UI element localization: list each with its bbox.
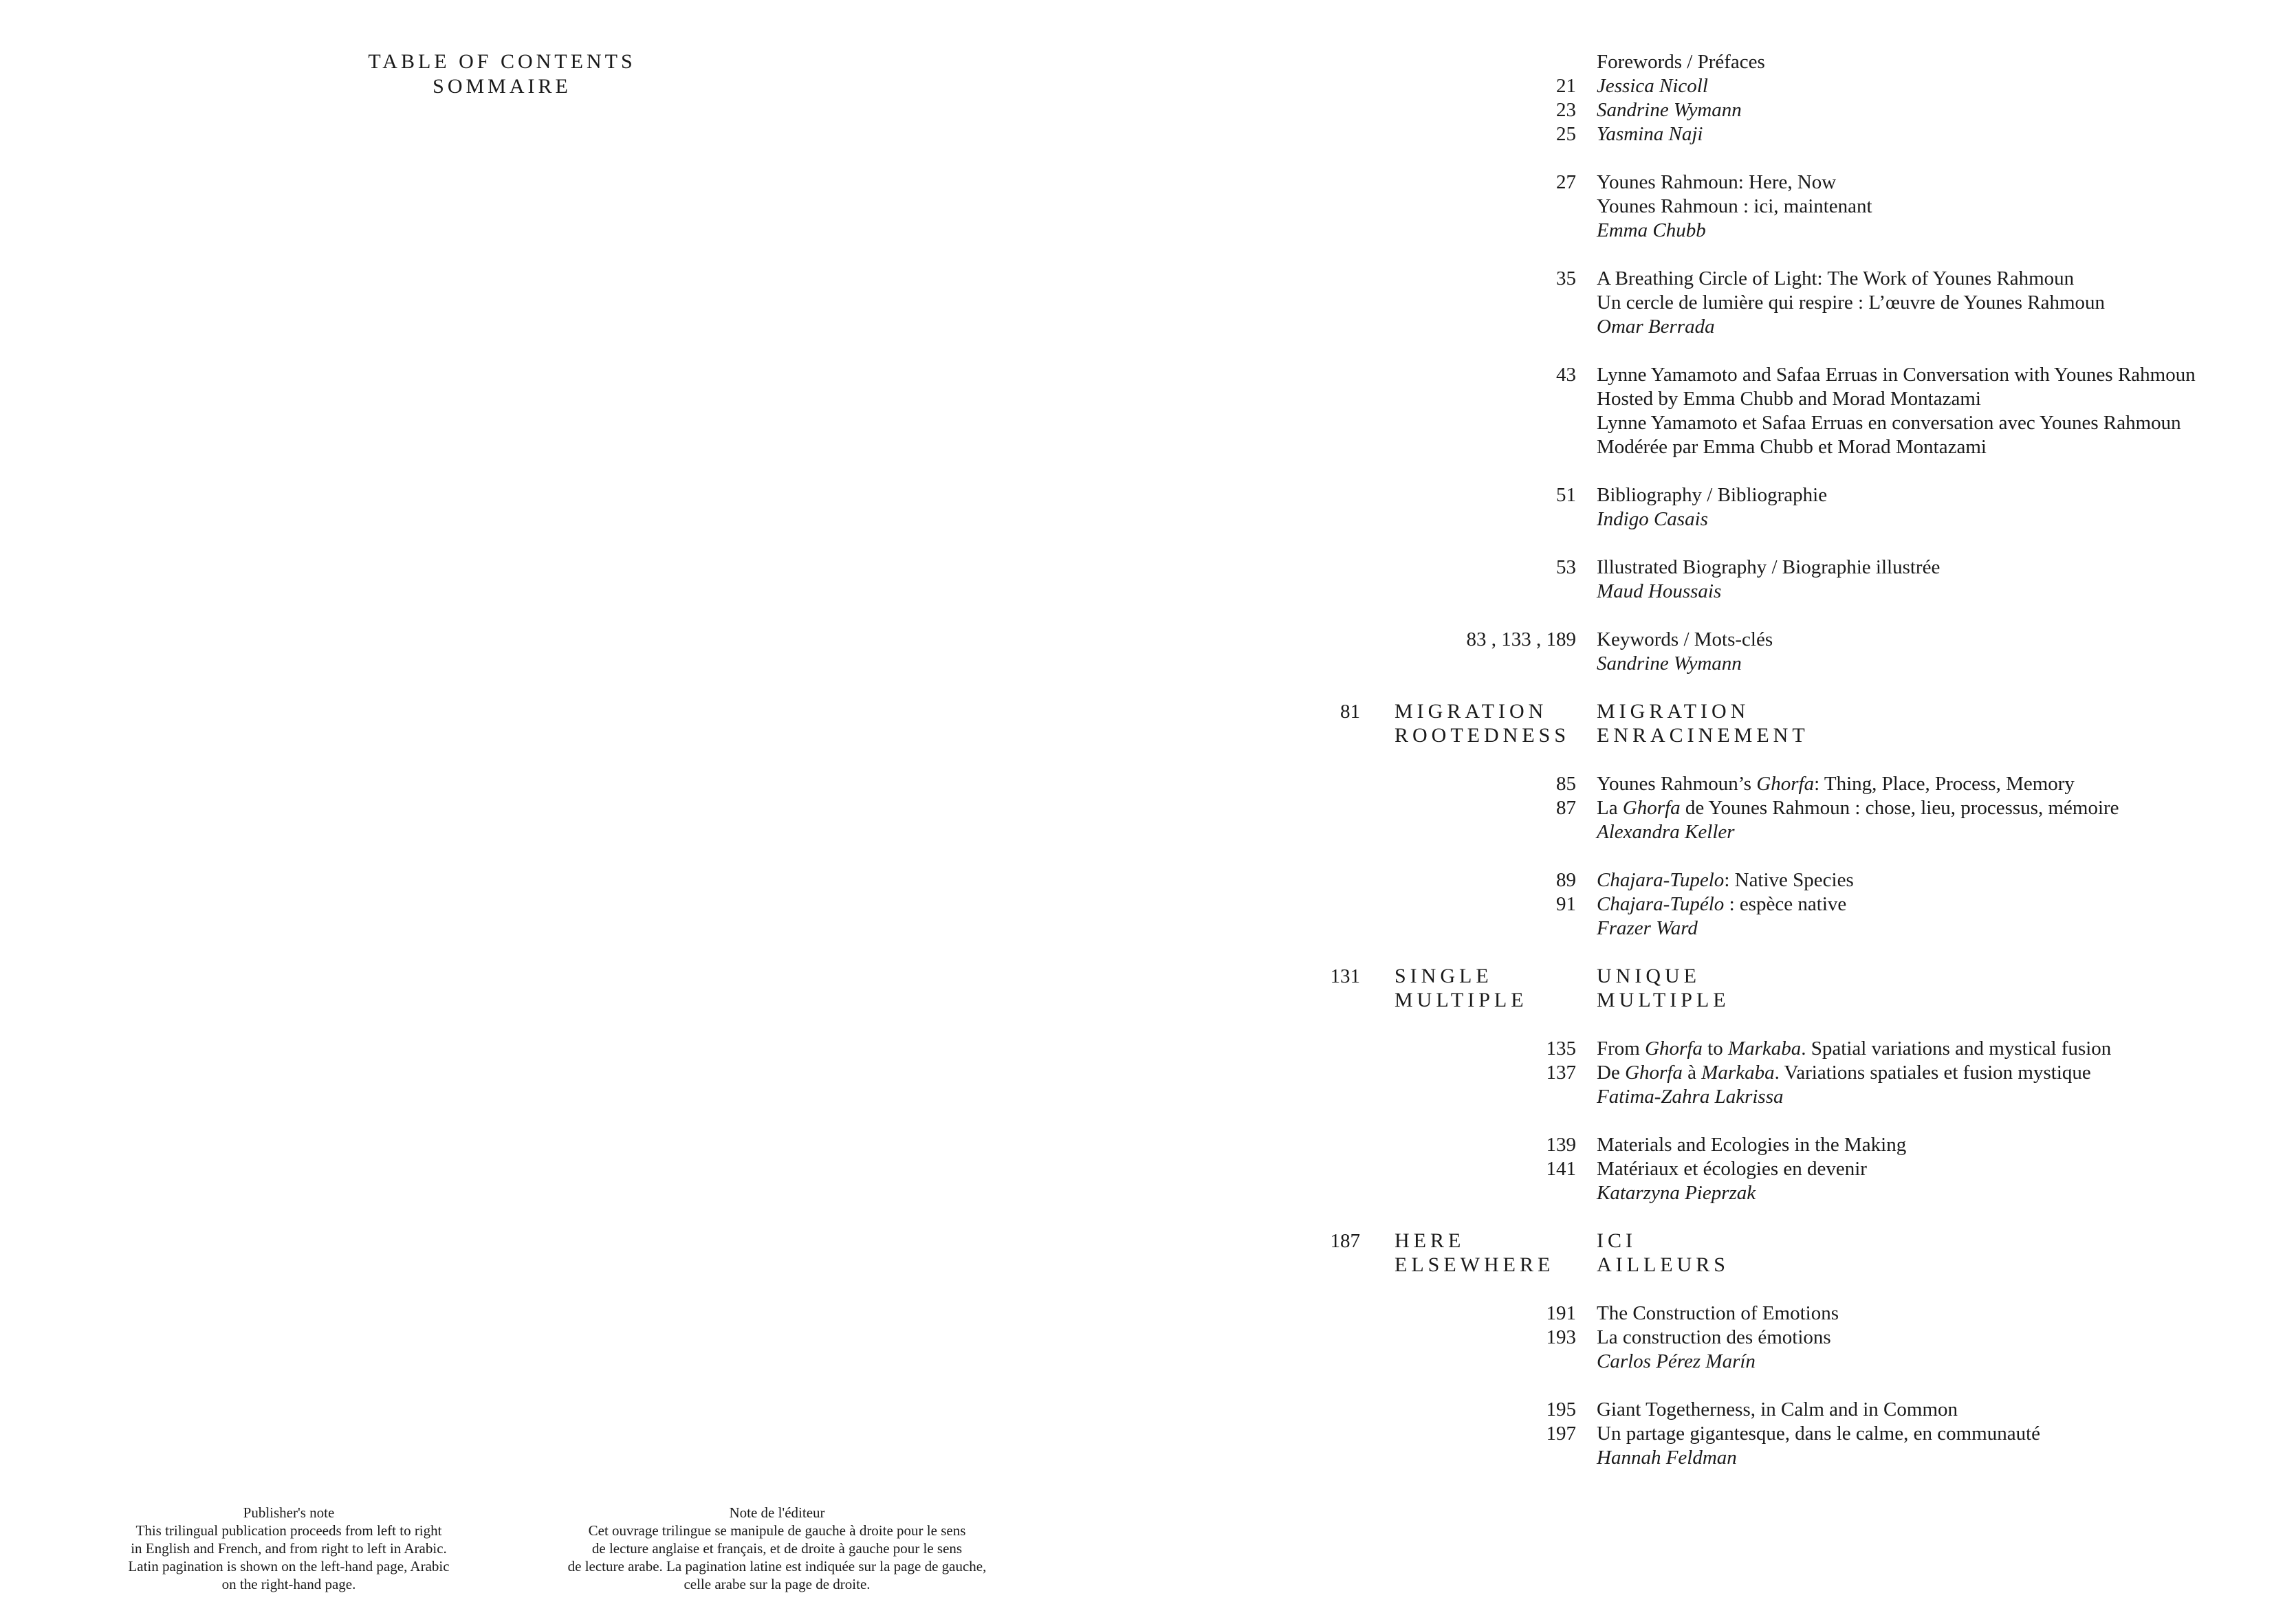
section-title-en: MIGRATION	[1395, 700, 1548, 723]
entry-title-fr: De Ghorfa à Markaba. Variations spatiales et fusion mystique	[1597, 1062, 2091, 1084]
page-number: 141	[1546, 1158, 1576, 1180]
page-number: 53	[1556, 556, 1576, 578]
page-number: 139	[1546, 1134, 1576, 1156]
page-number: 21	[1556, 75, 1576, 97]
entry-title-fr: La Ghorfa de Younes Rahmoun : chose, lieu, processus, mémoire	[1597, 797, 2119, 819]
entry-title-en: Younes Rahmoun: Here, Now	[1597, 171, 1837, 193]
foreword-author: Yasmina Naji	[1597, 123, 1703, 145]
heading-en: TABLE OF CONTENTS	[368, 50, 636, 73]
page-number: 43	[1556, 364, 1576, 386]
publisher-note-fr: Note de l'éditeur Cet ouvrage trilingue se manipule de gauche à droite pour le sens de lecture anglaise et français, et de droite à gauche pour le sens de lecture arabe. La pagination latine est indiquée sur la page de gauche, celle arabe sur la page de droite.	[567, 1504, 987, 1592]
entry-subtitle-en: Hosted by Emma Chubb and Morad Montazami	[1597, 388, 1981, 410]
section-page-number: 187	[1330, 1230, 1360, 1252]
page-number: 87	[1556, 797, 1576, 819]
entry-title-fr: La construction des émotions	[1597, 1326, 1831, 1348]
section-page-number: 81	[1340, 701, 1360, 723]
entry-author: Sandrine Wymann	[1597, 652, 1742, 674]
section-title-fr: ENRACINEMENT	[1597, 724, 1809, 747]
section-page-number: 131	[1330, 965, 1360, 987]
entry-author: Maud Houssais	[1597, 580, 1722, 602]
entry-title-en: From Ghorfa to Markaba. Spatial variations and mystical fusion	[1597, 1038, 2112, 1060]
page-number: 51	[1556, 484, 1576, 506]
entry-author: Omar Berrada	[1597, 316, 1715, 338]
entry-subtitle-fr: Modérée par Emma Chubb et Morad Montazami	[1597, 436, 1987, 458]
entry-title-en: Giant Togetherness, in Calm and in Common	[1597, 1398, 1958, 1420]
page-number: 193	[1546, 1326, 1576, 1348]
page-number: 23	[1556, 99, 1576, 121]
entry-title-en: Materials and Ecologies in the Making	[1597, 1134, 1907, 1156]
page-number: 25	[1556, 123, 1576, 145]
entry-author: Carlos Pérez Marín	[1597, 1350, 1756, 1372]
section-title-fr: MULTIPLE	[1597, 989, 1730, 1011]
entry-author: Hannah Feldman	[1597, 1447, 1737, 1469]
page-number: 135	[1546, 1038, 1576, 1060]
forewords-title: Forewords / Préfaces	[1597, 51, 1765, 73]
entry-title-en: A Breathing Circle of Light: The Work of Younes Rahmoun	[1597, 267, 2075, 289]
section-title-fr: AILLEURS	[1597, 1253, 1729, 1276]
page-number: 27	[1556, 171, 1576, 193]
entry-title-fr: Younes Rahmoun : ici, maintenant	[1597, 195, 1872, 217]
entry-title-fr: Matériaux et écologies en devenir	[1597, 1158, 1867, 1180]
entry-title-en: Younes Rahmoun’s Ghorfa: Thing, Place, Process, Memory	[1597, 773, 2075, 795]
section-title-en: ELSEWHERE	[1395, 1253, 1555, 1276]
page-number: 89	[1556, 869, 1576, 891]
entry-title-en: The Construction of Emotions	[1597, 1302, 1839, 1324]
page-numbers: 83 , 133 , 189	[1466, 628, 1576, 650]
entry-author: Indigo Casais	[1597, 508, 1708, 530]
entry-title-fr: Un cercle de lumière qui respire : L’œuvre de Younes Rahmoun	[1597, 292, 2106, 314]
entry-title: Illustrated Biography / Biographie illustrée	[1597, 556, 1940, 578]
page-number: 35	[1556, 267, 1576, 289]
section-title-fr: MIGRATION	[1597, 700, 1750, 723]
entry-title-fr: Chajara-Tupélo : espèce native	[1597, 893, 1847, 915]
section-title-fr: ICI	[1597, 1229, 1637, 1252]
section-title-en: ROOTEDNESS	[1395, 724, 1571, 747]
page-number: 197	[1546, 1423, 1576, 1445]
entry-title: Bibliography / Bibliographie	[1597, 484, 1828, 506]
entry-title: Keywords / Mots-clés	[1597, 628, 1773, 650]
page-number: 137	[1546, 1062, 1576, 1084]
entry-author: Emma Chubb	[1597, 219, 1706, 241]
page-number: 85	[1556, 773, 1576, 795]
entry-author: Fatima-Zahra Lakrissa	[1597, 1086, 1784, 1108]
section-title-fr: UNIQUE	[1597, 965, 1701, 987]
entry-title-fr: Un partage gigantesque, dans le calme, en communauté	[1597, 1423, 2041, 1445]
foreword-author: Sandrine Wymann	[1597, 99, 1742, 121]
section-title-en: HERE	[1395, 1229, 1465, 1252]
entry-author: Frazer Ward	[1597, 917, 1698, 939]
heading-fr: SOMMAIRE	[433, 75, 571, 98]
page-number: 91	[1556, 893, 1576, 915]
toc-heading	[316, 50, 688, 99]
page-number: 191	[1546, 1302, 1576, 1324]
entry-author: Katarzyna Pieprzak	[1597, 1182, 1756, 1204]
entry-title-fr: Lynne Yamamoto et Safaa Erruas en conversation avec Younes Rahmoun	[1597, 412, 2181, 434]
entry-author: Alexandra Keller	[1597, 821, 1735, 843]
page-number: 195	[1546, 1398, 1576, 1420]
publisher-note-en: Publisher's note This trilingual publication proceeds from left to right in English and French, and from right to left in Arabic. Latin pagination is shown on the left-hand page, Arabic on the right-hand page.	[128, 1504, 450, 1592]
section-title-en: MULTIPLE	[1395, 989, 1528, 1011]
entry-title-en: Lynne Yamamoto and Safaa Erruas in Conversation with Younes Rahmoun	[1597, 364, 2196, 386]
entry-title-en: Chajara-Tupelo: Native Species	[1597, 869, 1854, 891]
foreword-author: Jessica Nicoll	[1597, 75, 1708, 97]
section-title-en: SINGLE	[1395, 965, 1493, 987]
